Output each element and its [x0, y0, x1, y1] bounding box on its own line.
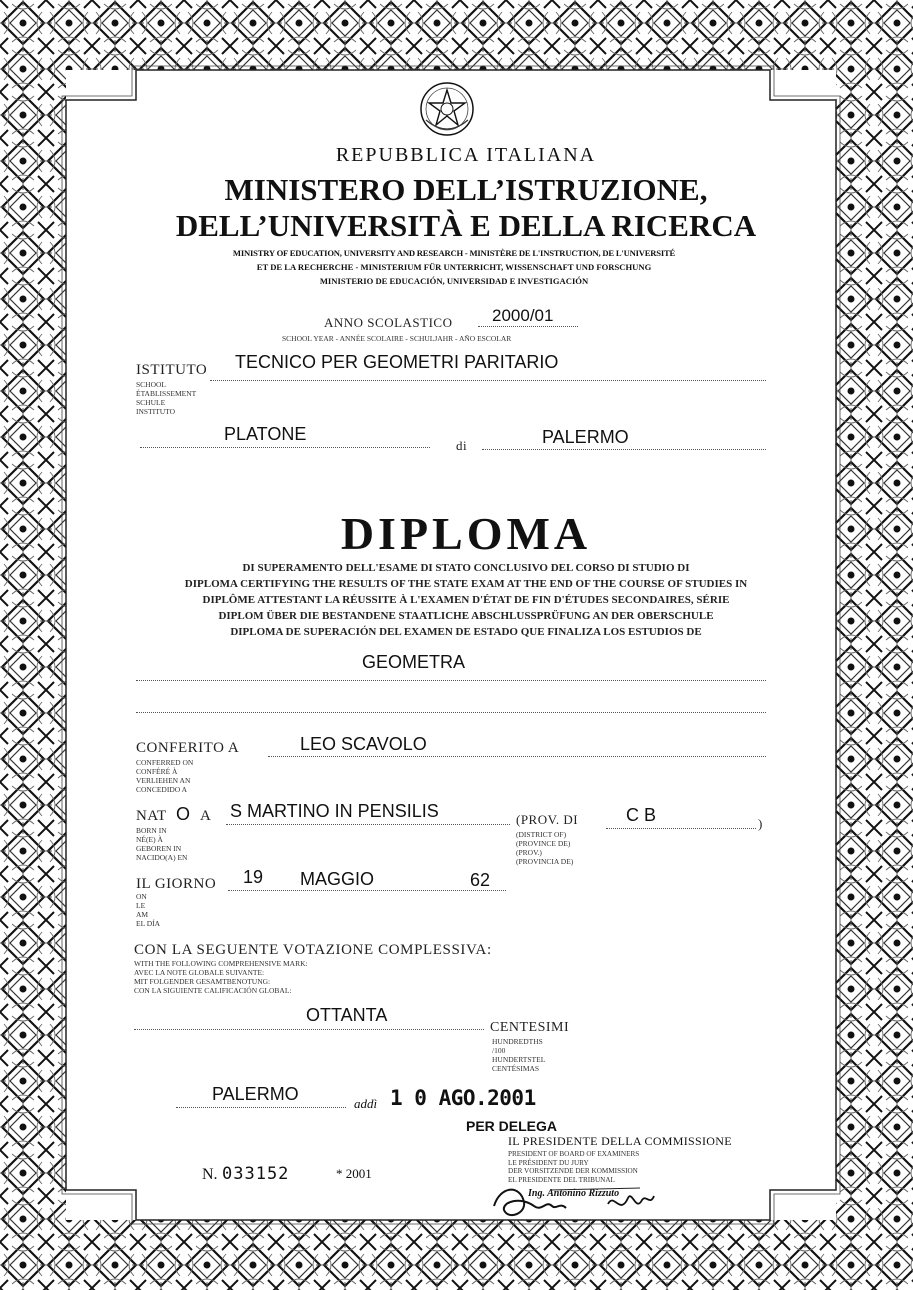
serial-label: N. [202, 1166, 218, 1183]
born-translation-es: NACIDO(A) EN [136, 853, 188, 862]
subtitle-line-es: DIPLOMA DE SUPERACIÓN DEL EXAMEN DE ESTADO QUE FINALIZA LOS ESTUDIOS DE [230, 626, 702, 638]
prov-value: C B [626, 805, 657, 825]
grade-line [134, 1029, 484, 1030]
institute-name-line [140, 447, 430, 448]
italian-republic-emblem-icon [418, 80, 476, 138]
birth-date-line [228, 890, 506, 891]
grade-translation-fr: AVEC LA NOTE GLOBALE SUIVANTE: [134, 968, 265, 977]
ministry-translation-2: ET DE LA RECHERCHE - MINISTERIUM FÜR UNTERRICHT, WISSENSCHAFT UND FORSCHUNG [256, 262, 652, 272]
grade-label-translations [134, 959, 308, 995]
institute-line [210, 380, 766, 381]
day-translation-fr: LE [136, 901, 146, 910]
institute-label-translations [136, 380, 196, 416]
prov-line [606, 828, 756, 829]
ministry-heading-line2: DELL’UNIVERSITÀ E DELLA RICERCA [175, 208, 757, 243]
born-translation-fr: NÉ(E) À [136, 835, 163, 844]
unit-translation-fr: /100 [492, 1046, 506, 1055]
prov-label-translations [516, 830, 573, 866]
day-translation-de: AM [136, 910, 149, 919]
born-label-translations [136, 826, 187, 862]
unit-translation-de: HUNDERTSTEL [492, 1055, 546, 1064]
conferred-translation-es: CONCEDIDO A [136, 785, 188, 794]
republic-heading: REPUBBLICA ITALIANA [335, 144, 597, 166]
birth-month-value: MAGGIO [300, 869, 375, 889]
born-translation-de: GEBOREN IN [136, 844, 182, 853]
institute-name-value: PLATONE [224, 424, 307, 444]
conferred-label: CONFERITO A [136, 740, 240, 756]
unit-translation-es: CENTÉSIMAS [492, 1064, 540, 1073]
subtitle-line-it: DI SUPERAMENTO DELL'ESAME DI STATO CONCLUSIVO DEL CORSO DI STUDIO DI [242, 562, 690, 574]
signatory-stamp: Ing. Antonino Rizzuto [528, 1188, 620, 1199]
school-year-label: ANNO SCOLASTICO [324, 315, 453, 330]
conferred-translation-en: CONFERRED ON [136, 758, 194, 767]
president-translation-en: PRESIDENT OF BOARD OF EXAMINERS [508, 1150, 640, 1158]
diploma-subtitle [96, 560, 836, 640]
institute-translation-fr: ÉTABLISSEMENT [136, 389, 197, 398]
unit-translation-en: HUNDREDTHS [492, 1037, 543, 1046]
course-line-1 [136, 680, 766, 681]
per-delega-stamp: PER DELEGA [466, 1118, 558, 1134]
institute-value: TECNICO PER GEOMETRI PARITARIO [235, 352, 559, 372]
issue-place-line [176, 1107, 346, 1108]
serial-number: 033152 [222, 1164, 290, 1184]
prov-translation-en: (DISTRICT OF) [516, 830, 567, 839]
day-translation-es: EL DÍA [136, 919, 161, 928]
birthplace-value: S MARTINO IN PENSILIS [230, 801, 439, 821]
ministry-translation-3: MINISTERIO DE EDUCACIÓN, UNIVERSIDAD E INVESTIGACIÓN [319, 276, 589, 286]
school-year-translations: SCHOOL YEAR - ANNÉE SCOLAIRE - SCHULJAHR - AÑO ESCOLAR [282, 334, 512, 343]
ministry-translation-1: MINISTRY OF EDUCATION, UNIVERSITY AND RESEARCH - MINISTÈRE DE L'INSTRUCTION, DE L'UNIVERSITÉ [232, 248, 676, 258]
conferred-translation-de: VERLIEHEN AN [136, 776, 191, 785]
birth-day-value: 19 [243, 867, 264, 887]
addi-label: addì [354, 1096, 378, 1111]
school-year-line [478, 326, 578, 327]
course-value: GEOMETRA [362, 652, 466, 672]
prov-label: (PROV. DI [516, 812, 579, 827]
grade-translation-es: CON LA SIGUIENTE CALIFICACIÓN GLOBAL: [134, 986, 292, 995]
president-signature [490, 1176, 700, 1224]
subtitle-line-en: DIPLOMA CERTIFYING THE RESULTS OF THE STATE EXAM AT THE END OF THE COURSE OF STUDIES IN [184, 578, 748, 590]
born-translation-en: BORN IN [136, 826, 167, 835]
recipient-name-value: LEO SCAVOLO [300, 734, 427, 754]
ministry-heading-line1: MINISTERO DELL’ISTRUZIONE, [224, 172, 708, 207]
birth-year-value: 62 [470, 870, 491, 890]
grade-unit-label: CENTESIMI [490, 1020, 570, 1035]
birth-day-translations [136, 892, 160, 928]
institute-translation-es: INSTITUTO [136, 407, 176, 416]
born-label-pre: NAT [136, 808, 167, 824]
prov-translation-fr: (PROVINCE DE) [516, 839, 571, 848]
birthplace-line [226, 824, 510, 825]
school-year-value: 2000/01 [492, 306, 554, 325]
prov-translation-es: (PROVINCIA DE) [516, 857, 574, 866]
conferred-label-translations [136, 758, 193, 794]
grade-value: OTTANTA [306, 1005, 388, 1025]
birth-day-label: IL GIORNO [136, 876, 217, 892]
president-label: IL PRESIDENTE DELLA COMMISSIONE [508, 1134, 732, 1148]
recipient-name-line [268, 756, 766, 757]
issue-place-value: PALERMO [212, 1084, 299, 1104]
grade-translation-de: MIT FOLGENDER GESAMTBENOTUNG: [134, 977, 271, 986]
diploma-title: DIPLOMA [340, 508, 592, 559]
grade-unit-translations [492, 1037, 545, 1073]
institute-city-value: PALERMO [542, 427, 629, 447]
institute-label: ISTITUTO [136, 362, 208, 378]
institute-city-line [482, 449, 766, 450]
institute-di-label: di [456, 438, 468, 453]
subtitle-line-de: DIPLOM ÜBER DIE BESTANDENE STAATLICHE ABSCHLUSSPRÜFUNG AN DER OBERSCHULE [218, 610, 714, 622]
grade-translation-en: WITH THE FOLLOWING COMPREHENSIVE MARK: [134, 959, 308, 968]
prov-translation-de: (PROV.) [516, 848, 542, 857]
president-translation-de: DER VORSITZENDE DER KOMMISSION [508, 1167, 638, 1176]
president-translation-es: EL PRESIDENTE DEL TRIBUNAL [508, 1175, 615, 1184]
series-mark: * 2001 [336, 1166, 372, 1181]
conferred-translation-fr: CONFÉRÉ À [136, 767, 178, 776]
subtitle-line-fr: DIPLÔME ATTESTANT LA RÉUSSITE À L'EXAMEN D'ÉTAT DE FIN D'ÉTUDES SECONDAIRES, SÉRIE [202, 594, 730, 606]
day-translation-en: ON [136, 892, 147, 901]
president-translation-fr: LE PRÉSIDENT DU JURY [508, 1158, 589, 1167]
born-gender-value: O [176, 804, 191, 824]
issue-date-stamp: 1 0 AGO.2001 [390, 1086, 536, 1110]
course-line-2 [136, 712, 766, 713]
born-label-post: A [200, 808, 212, 824]
grade-label: CON LA SEGUENTE VOTAZIONE COMPLESSIVA: [134, 942, 492, 958]
institute-translation-de: SCHULE [136, 398, 166, 407]
institute-translation-en: SCHOOL [136, 380, 167, 389]
prov-close: ) [758, 816, 763, 831]
